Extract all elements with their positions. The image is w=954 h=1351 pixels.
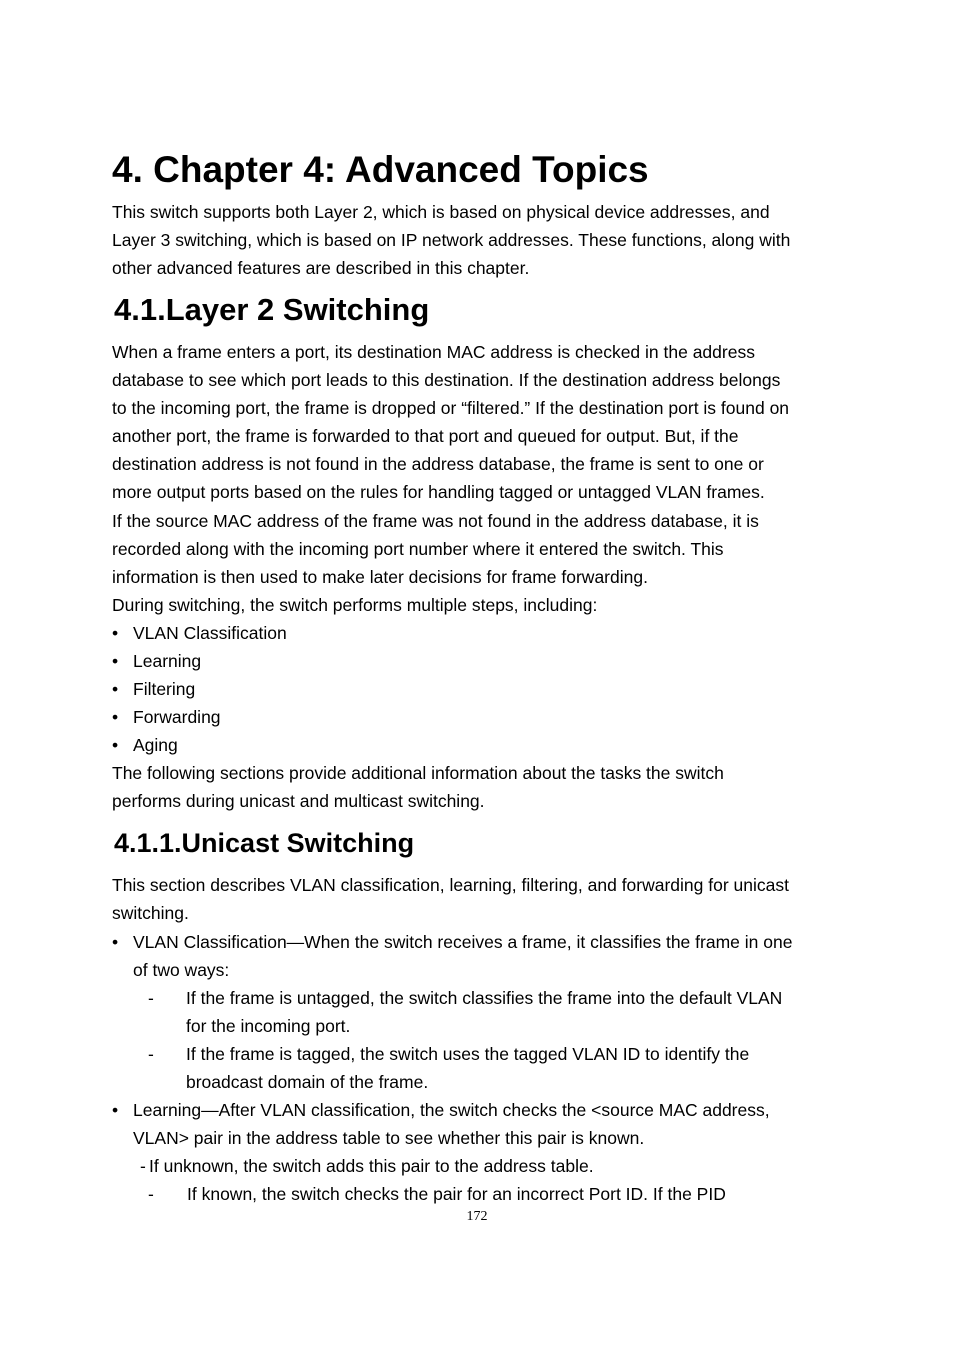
dash-marker: - <box>148 1044 154 1064</box>
list-item: Aging <box>133 735 178 755</box>
list-item: of two ways: <box>133 960 230 980</box>
dash-marker: - <box>148 1184 154 1204</box>
list-item: Learning <box>133 651 202 671</box>
sub-list-item: If known, the switch checks the pair for an incorrect Port ID. If the PID <box>187 1184 726 1204</box>
list-item: VLAN Classification <box>133 623 287 643</box>
sub-list-item: If the frame is untagged, the switch classifies the frame into the default VLAN <box>186 988 783 1008</box>
list-item: Filtering <box>133 679 196 699</box>
paragraph-line: switching. <box>112 903 189 923</box>
chapter-intro-line: other advanced features are described in this chapter. <box>112 258 530 278</box>
list-item: Forwarding <box>133 707 221 727</box>
paragraph-line: If the source MAC address of the frame was not found in the address database, it is <box>112 511 759 531</box>
dash-marker: - <box>148 988 154 1008</box>
bullet-marker: • <box>112 651 119 671</box>
paragraph-line: performs during unicast and multicast switching. <box>112 791 485 811</box>
bullet-marker: • <box>112 623 119 643</box>
paragraph-line: more output ports based on the rules for handling tagged or untagged VLAN frames. <box>112 482 765 502</box>
paragraph-line: another port, the frame is forwarded to that port and queued for output. But, if the <box>112 426 739 446</box>
section-heading: 4.1.Layer 2 Switching <box>114 292 430 327</box>
sub-list-item: If unknown, the switch adds this pair to the address table. <box>149 1156 594 1176</box>
page-number: 172 <box>466 1209 488 1224</box>
paragraph-line: database to see which port leads to this destination. If the destination address belongs <box>112 370 781 390</box>
bullet-marker: • <box>112 679 119 699</box>
dash-marker: - <box>140 1156 146 1176</box>
bullet-marker: • <box>112 735 119 755</box>
sub-list-item: broadcast domain of the frame. <box>186 1072 429 1092</box>
bullet-marker: • <box>112 707 119 727</box>
list-item: Learning—After VLAN classification, the switch checks the <source MAC address, <box>133 1100 770 1120</box>
chapter-intro-line: Layer 3 switching, which is based on IP network addresses. These functions, along with <box>112 230 791 250</box>
subsection-heading: 4.1.1.Unicast Switching <box>114 828 415 858</box>
chapter-intro-line: This switch supports both Layer 2, which is based on physical device addresses, and <box>112 202 770 222</box>
paragraph-line: The following sections provide additional information about the tasks the switch <box>112 763 724 783</box>
list-item: VLAN Classification—When the switch receives a frame, it classifies the frame in one <box>133 932 793 952</box>
list-item: VLAN> pair in the address table to see whether this pair is known. <box>133 1128 645 1148</box>
bullet-marker: • <box>112 1100 119 1120</box>
paragraph-line: This section describes VLAN classification, learning, filtering, and forwarding for unicast <box>112 875 789 895</box>
paragraph-line: recorded along with the incoming port number where it entered the switch. This <box>112 539 724 559</box>
chapter-heading: 4. Chapter 4: Advanced Topics <box>112 149 649 190</box>
sub-list-item: for the incoming port. <box>186 1016 351 1036</box>
sub-list-item: If the frame is tagged, the switch uses the tagged VLAN ID to identify the <box>186 1044 750 1064</box>
paragraph-line: When a frame enters a port, its destination MAC address is checked in the address <box>112 342 755 362</box>
paragraph-line: information is then used to make later decisions for frame forwarding. <box>112 567 648 587</box>
paragraph-line: During switching, the switch performs multiple steps, including: <box>112 595 598 615</box>
bullet-marker: • <box>112 932 119 952</box>
paragraph-line: to the incoming port, the frame is dropped or “filtered.” If the destination port is found on <box>112 398 790 418</box>
paragraph-line: destination address is not found in the address database, the frame is sent to one or <box>112 454 764 474</box>
